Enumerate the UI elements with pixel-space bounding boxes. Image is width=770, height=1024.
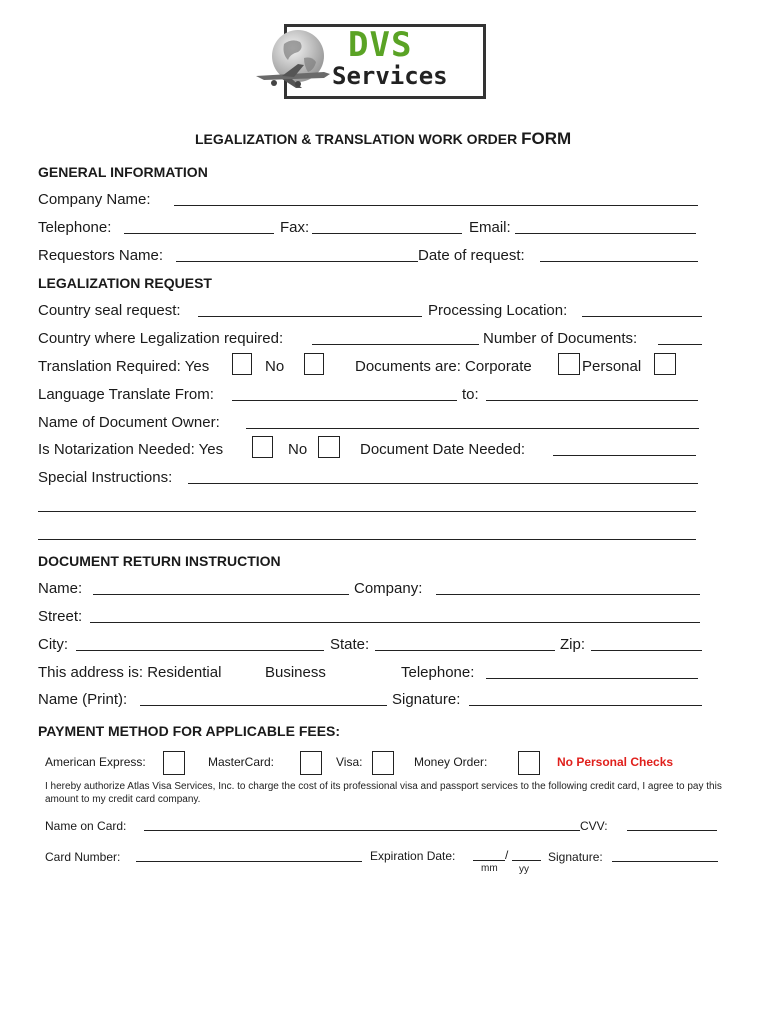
return-state-label: State: xyxy=(330,636,370,653)
language-from-field[interactable] xyxy=(232,400,457,401)
return-signature-label: Signature: xyxy=(392,691,461,708)
processing-location-label: Processing Location: xyxy=(428,302,568,319)
fax-field[interactable] xyxy=(312,233,462,234)
expiration-mm-hint: mm xyxy=(481,863,498,874)
country-where-label: Country where Legalization required: xyxy=(38,330,284,347)
section-heading-payment: PAYMENT METHOD FOR APPLICABLE FEES: xyxy=(38,723,341,739)
notarization-no-label: No xyxy=(288,441,308,458)
company-name-field[interactable] xyxy=(174,205,698,206)
logo-dvs-text: DVS xyxy=(348,25,413,65)
documents-personal-label: Personal xyxy=(582,358,642,375)
section-heading-general: GENERAL INFORMATION xyxy=(38,164,208,180)
special-instructions-line-2[interactable] xyxy=(38,511,696,512)
documents-personal-checkbox[interactable] xyxy=(654,353,676,375)
amex-checkbox[interactable] xyxy=(163,751,185,775)
return-zip-field[interactable] xyxy=(591,650,702,651)
special-instructions-label: Special Instructions: xyxy=(38,469,173,486)
country-seal-label: Country seal request: xyxy=(38,302,181,319)
return-company-label: Company: xyxy=(354,580,423,597)
company-name-label: Company Name: xyxy=(38,191,151,208)
card-signature-field[interactable] xyxy=(612,861,718,862)
translation-yes-checkbox[interactable] xyxy=(232,353,252,375)
money-order-checkbox[interactable] xyxy=(518,751,540,775)
return-city-field[interactable] xyxy=(76,650,324,651)
visa-checkbox[interactable] xyxy=(372,751,394,775)
cvv-label: CVV: xyxy=(580,819,608,833)
email-field[interactable] xyxy=(515,233,696,234)
return-telephone-field[interactable] xyxy=(486,678,698,679)
form-title-suffix: FORM xyxy=(521,129,572,148)
number-of-documents-field[interactable] xyxy=(658,344,702,345)
cvv-field[interactable] xyxy=(627,830,717,831)
translation-no-label: No xyxy=(265,358,285,375)
email-label: Email: xyxy=(469,219,511,236)
visa-label: Visa: xyxy=(336,755,363,769)
amex-label: American Express: xyxy=(45,755,146,769)
notarization-yes-checkbox[interactable] xyxy=(252,436,273,458)
document-owner-field[interactable] xyxy=(246,428,699,429)
expiration-slash: / xyxy=(505,848,509,862)
fax-label: Fax: xyxy=(280,219,310,236)
name-print-field[interactable] xyxy=(140,705,387,706)
expiration-date-label: Expiration Date: xyxy=(370,849,456,863)
special-instructions-field[interactable] xyxy=(188,483,698,484)
processing-location-field[interactable] xyxy=(582,316,702,317)
notarization-label: Is Notarization Needed: Yes xyxy=(38,441,224,458)
logo-services-text: Services xyxy=(332,62,448,90)
country-where-field[interactable] xyxy=(312,344,479,345)
document-owner-label: Name of Document Owner: xyxy=(38,414,220,431)
card-number-label: Card Number: xyxy=(45,850,121,864)
notarization-no-checkbox[interactable] xyxy=(318,436,340,458)
mastercard-checkbox[interactable] xyxy=(300,751,322,775)
address-residential-label[interactable]: This address is: Residential xyxy=(38,664,222,681)
section-heading-return: DOCUMENT RETURN INSTRUCTION xyxy=(38,553,281,569)
document-date-needed-label: Document Date Needed: xyxy=(360,441,526,458)
country-seal-field[interactable] xyxy=(198,316,422,317)
date-of-request-field[interactable] xyxy=(540,261,698,262)
return-street-label: Street: xyxy=(38,608,83,625)
authorization-text: I hereby authorize Atlas Visa Services, Inc. to charge the cost of its professional visa and passport services to the following credit card, I agree to pay this amount to my credit card company. xyxy=(45,781,722,805)
expiration-year-field[interactable] xyxy=(512,860,541,861)
return-name-field[interactable] xyxy=(93,594,349,595)
return-state-field[interactable] xyxy=(375,650,555,651)
return-street-field[interactable] xyxy=(90,622,700,623)
return-company-field[interactable] xyxy=(436,594,700,595)
documents-corporate-label: Documents are: Corporate xyxy=(355,358,532,375)
form-title xyxy=(195,130,571,148)
mastercard-label: MasterCard: xyxy=(208,755,275,769)
no-personal-checks-notice: No Personal Checks xyxy=(557,755,674,769)
expiration-yy-hint: yy xyxy=(519,864,529,875)
card-signature-label: Signature: xyxy=(548,850,603,864)
return-telephone-label: Telephone: xyxy=(401,664,475,681)
form-title-main: LEGALIZATION & TRANSLATION WORK ORDER xyxy=(195,131,518,147)
language-from-label: Language Translate From: xyxy=(38,386,214,403)
telephone-label: Telephone: xyxy=(38,219,112,236)
translation-required-label: Translation Required: Yes xyxy=(38,358,210,375)
documents-corporate-checkbox[interactable] xyxy=(558,353,580,375)
globe-airplane-icon xyxy=(254,28,334,90)
return-signature-field[interactable] xyxy=(469,705,702,706)
translation-no-checkbox[interactable] xyxy=(304,353,324,375)
date-of-request-label: Date of request: xyxy=(418,247,525,264)
return-name-label: Name: xyxy=(38,580,83,597)
telephone-field[interactable] xyxy=(124,233,274,234)
number-of-documents-label: Number of Documents: xyxy=(483,330,638,347)
language-to-field[interactable] xyxy=(486,400,698,401)
return-city-label: City: xyxy=(38,636,68,653)
money-order-label: Money Order: xyxy=(414,755,488,769)
expiration-month-field[interactable] xyxy=(473,860,505,861)
requestors-name-field[interactable] xyxy=(176,261,418,262)
special-instructions-line-3[interactable] xyxy=(38,539,696,540)
return-zip-label: Zip: xyxy=(560,636,586,653)
address-business-label[interactable]: Business xyxy=(265,664,326,681)
section-heading-legalization: LEGALIZATION REQUEST xyxy=(38,275,212,291)
document-date-needed-field[interactable] xyxy=(553,455,696,456)
name-print-label: Name (Print): xyxy=(38,691,128,708)
card-number-field[interactable] xyxy=(136,861,362,862)
name-on-card-label: Name on Card: xyxy=(45,819,127,833)
requestors-name-label: Requestors Name: xyxy=(38,247,164,264)
language-to-label: to: xyxy=(462,386,479,403)
name-on-card-field[interactable] xyxy=(144,830,580,831)
